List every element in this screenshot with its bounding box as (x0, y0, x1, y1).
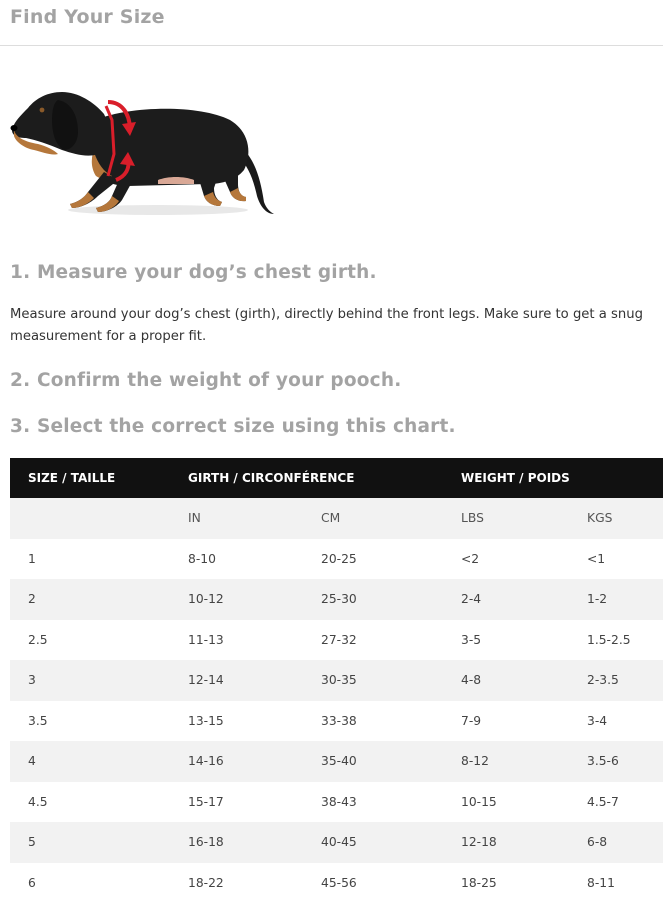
size-cell: 6 (28, 875, 36, 890)
size-cell: 5 (10, 822, 170, 863)
size-column-header: SIZE / TAILLE (10, 458, 170, 498)
dachshund-measurement-image (8, 80, 280, 220)
girth-cm-cell: 25-30 (303, 579, 443, 620)
table-row (10, 822, 663, 863)
weight-lbs-cell: 3-5 (461, 632, 482, 647)
size-chart-table (10, 458, 663, 903)
girth-cm-cell: 40-45 (303, 822, 443, 863)
page-header (0, 0, 663, 46)
table-row (10, 863, 663, 904)
table-row (10, 782, 663, 823)
weight-lbs-cell: 12-18 (443, 822, 569, 863)
girth-cm-cell: 38-43 (321, 794, 357, 809)
weight-kgs-cell: 1-2 (569, 579, 663, 620)
girth-in-cell: 14-16 (170, 741, 303, 782)
size-cell: 2 (10, 579, 170, 620)
units-row (10, 498, 663, 539)
step-1-heading: 1. Measure your dog’s chest girth. (10, 262, 377, 283)
size-cell: 2.5 (28, 632, 48, 647)
step-1-description: Measure around your dog’s chest (girth), directly behind the front legs. Make sure to get a snug measurement for a proper fit. (10, 307, 644, 344)
girth-cm-cell: 20-25 (321, 551, 357, 566)
size-cell: 1 (28, 551, 36, 566)
weight-kgs-cell: 3-4 (587, 713, 608, 728)
girth-in-cell: 11-13 (188, 632, 224, 647)
weight-column-header: WEIGHT / POIDS (443, 458, 663, 498)
girth-in-cell: 16-18 (170, 822, 303, 863)
girth-in-cell: 15-17 (188, 794, 224, 809)
girth-in-cell: 13-15 (188, 713, 224, 728)
girth-cm-cell: 30-35 (303, 660, 443, 701)
girth-cm-cell: 33-38 (321, 713, 357, 728)
girth-cm-cell: 35-40 (303, 741, 443, 782)
girth-in-cell: 8-10 (188, 551, 216, 566)
table-row (10, 539, 663, 580)
weight-kgs-cell: 6-8 (569, 822, 663, 863)
weight-kgs-cell: 3.5-6 (569, 741, 663, 782)
size-chart-header-row (10, 458, 663, 498)
girth-in-cell: 10-12 (170, 579, 303, 620)
page-title: Find Your Size (10, 6, 165, 28)
weight-lbs-cell: 4-8 (443, 660, 569, 701)
weight-lbs-cell: <2 (461, 551, 480, 566)
weight-kgs-cell: 8-11 (587, 875, 615, 890)
table-row (10, 579, 663, 620)
girth-column-header: GIRTH / CIRCONFÉRENCE (170, 458, 443, 498)
step-2-heading: 2. Confirm the weight of your pooch. (10, 370, 402, 391)
girth-in-cell: 18-22 (188, 875, 224, 890)
units-cm-cell: CM (303, 498, 443, 539)
units-lbs-cell: LBS (443, 498, 569, 539)
girth-cm-cell: 45-56 (321, 875, 357, 890)
weight-kgs-cell: 1.5-2.5 (587, 632, 631, 647)
weight-lbs-cell: 10-15 (461, 794, 497, 809)
units-in-cell: IN (170, 498, 303, 539)
weight-kgs-cell: <1 (587, 551, 606, 566)
weight-kgs-cell: 4.5-7 (587, 794, 619, 809)
size-cell: 4.5 (28, 794, 48, 809)
size-cell: 3 (10, 660, 170, 701)
girth-in-cell: 12-14 (170, 660, 303, 701)
table-row (10, 620, 663, 661)
size-cell: 3.5 (28, 713, 48, 728)
table-row (10, 741, 663, 782)
weight-lbs-cell: 18-25 (461, 875, 497, 890)
size-cell: 4 (10, 741, 170, 782)
table-row (10, 701, 663, 742)
weight-lbs-cell: 2-4 (443, 579, 569, 620)
weight-lbs-cell: 7-9 (461, 713, 482, 728)
girth-cm-cell: 27-32 (321, 632, 357, 647)
step-3-heading: 3. Select the correct size using this chart. (10, 416, 456, 437)
weight-kgs-cell: 2-3.5 (569, 660, 663, 701)
units-kgs-cell: KGS (569, 498, 663, 539)
weight-lbs-cell: 8-12 (443, 741, 569, 782)
table-row (10, 660, 663, 701)
units-size-cell (10, 498, 170, 539)
